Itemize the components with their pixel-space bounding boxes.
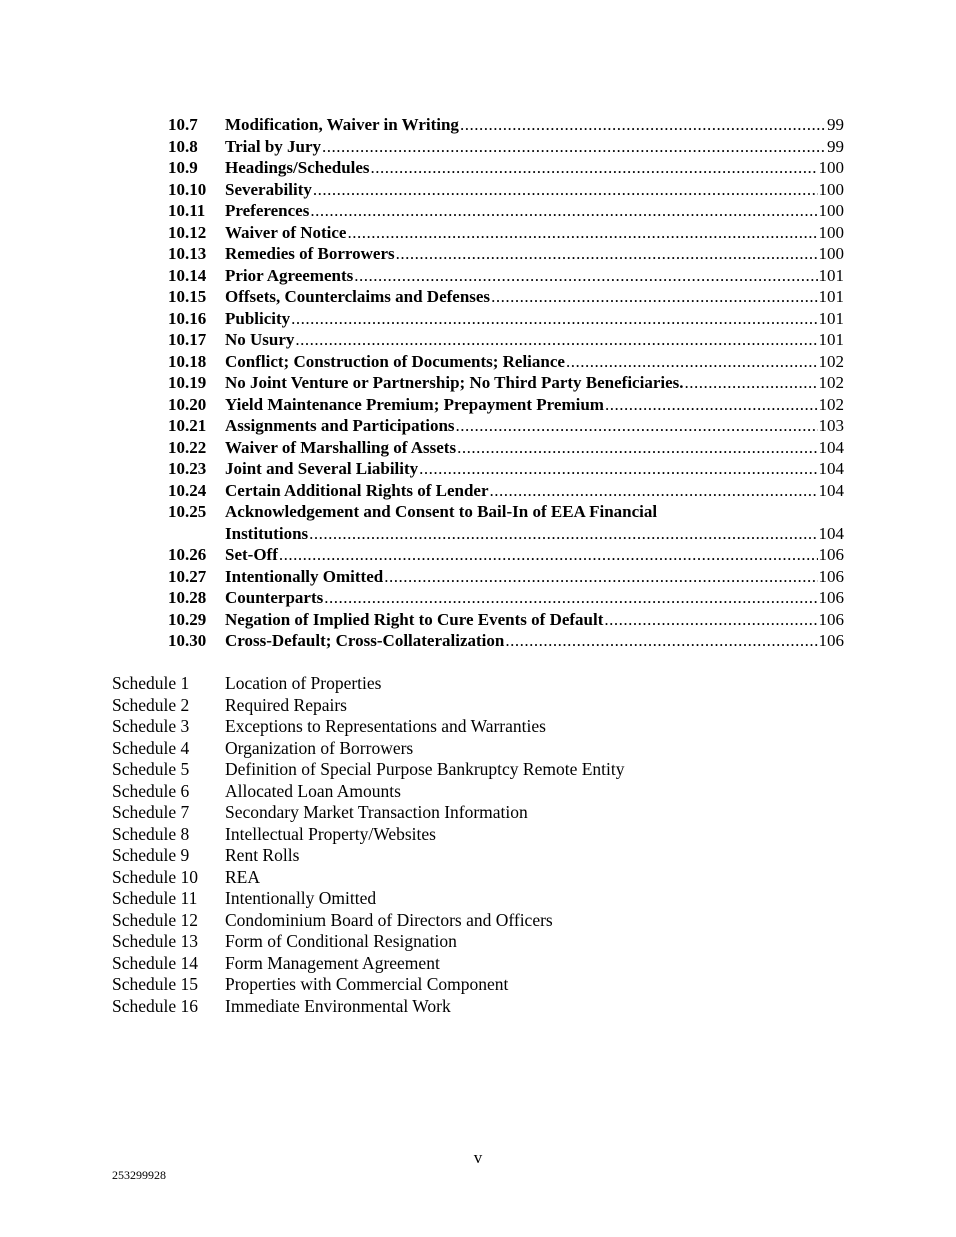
toc-entry[interactable] (168, 308, 844, 330)
toc-section-number: 10.21 (168, 416, 207, 435)
toc-section-number: 10.23 (168, 459, 207, 478)
schedule-label: Schedule 4 (112, 737, 190, 758)
schedule-title: Condominium Board of Directors and Officers (225, 909, 553, 930)
dot-leader (491, 286, 817, 308)
toc-section-number: 10.27 (168, 566, 207, 586)
schedule-label: Schedule 12 (112, 909, 199, 930)
dot-leader (279, 544, 818, 566)
toc-entry[interactable] (168, 200, 844, 222)
toc-section-number: 10.19 (168, 373, 207, 392)
toc-section-number: 10.30 (168, 631, 207, 650)
page-number: v (473, 1148, 483, 1167)
schedule-title: Intentionally Omitted (225, 888, 377, 908)
toc-entry[interactable] (168, 222, 844, 244)
schedule-label: Schedule 3 (112, 716, 190, 736)
toc-page-number: 104 (818, 480, 844, 500)
toc-section-number: 10.25 (168, 502, 207, 521)
dot-leader (313, 179, 818, 201)
schedule-title: Intellectual Property/Websites (225, 823, 436, 844)
toc-section-title: Waiver of Marshalling of Assets (225, 437, 457, 457)
schedule-entry[interactable] (112, 931, 625, 953)
dot-leader (309, 523, 817, 545)
schedule-title: Exceptions to Representations and Warranties (225, 716, 546, 736)
toc-section-title: Counterparts (225, 588, 324, 607)
schedule-label: Schedule 9 (112, 845, 190, 865)
schedule-entry[interactable] (112, 845, 625, 867)
toc-page-number: 101 (818, 265, 844, 285)
toc-section-number: 10.18 (168, 351, 207, 371)
schedule-title: Form of Conditional Resignation (225, 931, 457, 951)
dot-leader (295, 329, 817, 351)
schedule-title: Required Repairs (225, 694, 347, 715)
toc-section-title: Yield Maintenance Premium; Prepayment Premium (225, 394, 604, 414)
toc-section-title: Severability (225, 179, 312, 199)
toc-section-title: Acknowledgement and Consent to Bail-In of EEA Financial (225, 502, 658, 521)
toc-page-number: 102 (818, 373, 844, 392)
schedule-label: Schedule 10 (112, 866, 199, 887)
schedule-entry[interactable] (112, 867, 625, 889)
toc-page-number: 99 (827, 115, 844, 134)
schedule-entry[interactable] (112, 996, 625, 1018)
dot-leader (457, 437, 817, 459)
toc-section-title: Set-Off (225, 545, 278, 564)
toc-section-title-continued: Institutions (225, 523, 309, 543)
schedules-list (112, 673, 625, 1017)
toc-section-title: Certain Additional Rights of Lender (225, 480, 489, 500)
toc-section-title: Remedies of Borrowers (225, 244, 395, 263)
toc-section-title: Cross-Default; Cross-Collateralization (225, 631, 505, 650)
schedule-title: Rent Rolls (225, 845, 300, 865)
dot-leader (322, 136, 826, 158)
toc-page-number: 101 (818, 287, 844, 306)
schedule-title: Immediate Environmental Work (225, 995, 451, 1016)
toc-section-number: 10.20 (168, 394, 207, 414)
toc-section-number: 10.8 (168, 136, 198, 156)
toc-section-number: 10.17 (168, 330, 207, 349)
toc-section-number: 10.12 (168, 222, 207, 242)
dot-leader (384, 566, 817, 588)
toc-section-number: 10.13 (168, 244, 207, 263)
toc-page-number: 102 (818, 394, 844, 414)
schedule-label: Schedule 2 (112, 694, 190, 715)
toc-entry[interactable] (168, 480, 844, 502)
toc-section-title: Headings/Schedules (225, 158, 370, 177)
schedule-entry[interactable] (112, 716, 625, 738)
toc-page-number: 106 (818, 609, 844, 629)
toc-page-number: 106 (818, 545, 844, 564)
toc-section-title: No Joint Venture or Partnership; No Third Party Beneficiaries. (225, 373, 684, 392)
schedule-entry[interactable] (112, 759, 625, 781)
toc-entry[interactable] (168, 114, 844, 136)
toc-section-number: 10.24 (168, 480, 207, 500)
schedule-label: Schedule 1 (112, 673, 190, 693)
toc-entry[interactable] (168, 437, 844, 459)
toc-page-number: 100 (818, 158, 844, 177)
dot-leader (460, 114, 826, 136)
dot-leader (505, 630, 817, 652)
toc-entry[interactable] (168, 394, 844, 416)
toc-entry[interactable] (168, 136, 844, 158)
toc-page-number: 101 (818, 330, 844, 349)
toc-section-number: 10.11 (168, 201, 206, 220)
toc-page-number: 103 (818, 416, 844, 435)
toc-page-number: 100 (818, 201, 844, 220)
schedule-label: Schedule 6 (112, 780, 190, 801)
schedule-label: Schedule 13 (112, 931, 199, 951)
dot-leader (419, 458, 817, 480)
dot-leader (605, 394, 818, 416)
schedule-title: Organization of Borrowers (225, 737, 414, 758)
toc-page-number: 106 (818, 566, 844, 586)
schedule-entry[interactable] (112, 802, 625, 824)
dot-leader (490, 480, 818, 502)
toc-page-number: 99 (827, 136, 844, 156)
schedule-label: Schedule 14 (112, 952, 199, 973)
dot-leader (324, 587, 817, 609)
dot-leader (396, 243, 818, 265)
toc-page-number: 100 (818, 244, 844, 263)
schedule-title: Form Management Agreement (225, 952, 440, 973)
schedule-entry[interactable] (112, 695, 625, 717)
table-of-contents (168, 114, 844, 652)
toc-section-title: Prior Agreements (225, 265, 354, 285)
toc-entry[interactable] (168, 630, 844, 652)
schedule-label: Schedule 15 (112, 974, 199, 994)
toc-section-title: Intentionally Omitted (225, 566, 384, 586)
toc-entry[interactable] (168, 415, 844, 437)
toc-section-number: 10.15 (168, 287, 207, 306)
toc-entry[interactable] (168, 609, 844, 631)
dot-leader (310, 200, 817, 222)
schedule-title: Definition of Special Purpose Bankruptcy Remote Entity (225, 759, 625, 779)
toc-section-title: Waiver of Notice (225, 222, 347, 242)
toc-entry[interactable] (168, 372, 844, 394)
toc-section-title: Joint and Several Liability (225, 459, 419, 478)
schedule-title: Location of Properties (225, 673, 382, 693)
schedule-title: Properties with Commercial Component (225, 974, 509, 994)
toc-section-number: 10.22 (168, 437, 207, 457)
toc-page-number: 106 (818, 631, 844, 650)
schedule-label: Schedule 5 (112, 759, 190, 779)
toc-entry[interactable] (168, 286, 844, 308)
schedule-title: REA (225, 866, 260, 887)
dot-leader (604, 609, 817, 631)
toc-section-title: Assignments and Participations (225, 416, 455, 435)
toc-entry[interactable] (168, 265, 844, 287)
toc-section-number: 10.10 (168, 179, 207, 199)
toc-page-number: 101 (818, 308, 844, 328)
schedule-label: Schedule 11 (112, 888, 198, 908)
toc-entry[interactable] (168, 501, 844, 544)
dot-leader (347, 222, 817, 244)
schedule-entry[interactable] (112, 974, 625, 996)
schedule-entry[interactable] (112, 888, 625, 910)
schedule-entry[interactable] (112, 824, 625, 846)
dot-leader (566, 351, 818, 373)
toc-section-number: 10.16 (168, 308, 207, 328)
schedule-label: Schedule 7 (112, 802, 190, 822)
toc-page-number: 100 (818, 179, 844, 199)
toc-section-title: Trial by Jury (225, 136, 322, 156)
schedule-title: Allocated Loan Amounts (225, 780, 401, 801)
dot-leader (685, 372, 818, 394)
toc-entry[interactable] (168, 243, 844, 265)
toc-section-number: 10.7 (168, 115, 198, 134)
toc-page-number: 104 (818, 437, 844, 457)
toc-section-title: No Usury (225, 330, 295, 349)
schedule-label: Schedule 8 (112, 823, 190, 844)
toc-page-number: 100 (818, 222, 844, 242)
toc-entry[interactable] (168, 458, 844, 480)
toc-entry[interactable] (168, 544, 844, 566)
schedule-entry[interactable] (112, 781, 625, 803)
toc-entry[interactable] (168, 179, 844, 201)
toc-entry[interactable] (168, 566, 844, 588)
dot-leader (456, 415, 818, 437)
toc-page-number: 106 (818, 588, 844, 607)
toc-entry[interactable] (168, 587, 844, 609)
toc-section-title: Modification, Waiver in Writing (225, 115, 459, 134)
document-id: 253299928 (112, 1168, 166, 1182)
schedule-entry[interactable] (112, 673, 625, 695)
toc-page-number: 104 (818, 459, 844, 478)
toc-section-number: 10.29 (168, 609, 207, 629)
toc-section-number: 10.28 (168, 588, 207, 607)
schedule-entry[interactable] (112, 738, 625, 760)
schedule-label: Schedule 16 (112, 995, 199, 1016)
toc-section-title: Conflict; Construction of Documents; Reliance (225, 351, 565, 371)
toc-section-title: Negation of Implied Right to Cure Events of Default (225, 609, 604, 629)
dot-leader (354, 265, 817, 287)
toc-page-number: 104 (818, 523, 844, 543)
toc-section-number: 10.9 (168, 158, 198, 177)
toc-entry[interactable] (168, 157, 844, 179)
toc-section-title: Preferences (225, 201, 310, 220)
toc-section-number: 10.14 (168, 265, 207, 285)
toc-entry[interactable] (168, 329, 844, 351)
dot-leader (371, 157, 818, 179)
dot-leader (291, 308, 817, 330)
schedule-title: Secondary Market Transaction Information (225, 802, 528, 822)
toc-section-title: Offsets, Counterclaims and Defenses (225, 287, 491, 306)
toc-section-title: Publicity (225, 308, 291, 328)
toc-page-number: 102 (818, 351, 844, 371)
toc-section-number: 10.26 (168, 545, 207, 564)
schedule-entry[interactable] (112, 953, 625, 975)
schedule-entry[interactable] (112, 910, 625, 932)
toc-entry[interactable] (168, 351, 844, 373)
